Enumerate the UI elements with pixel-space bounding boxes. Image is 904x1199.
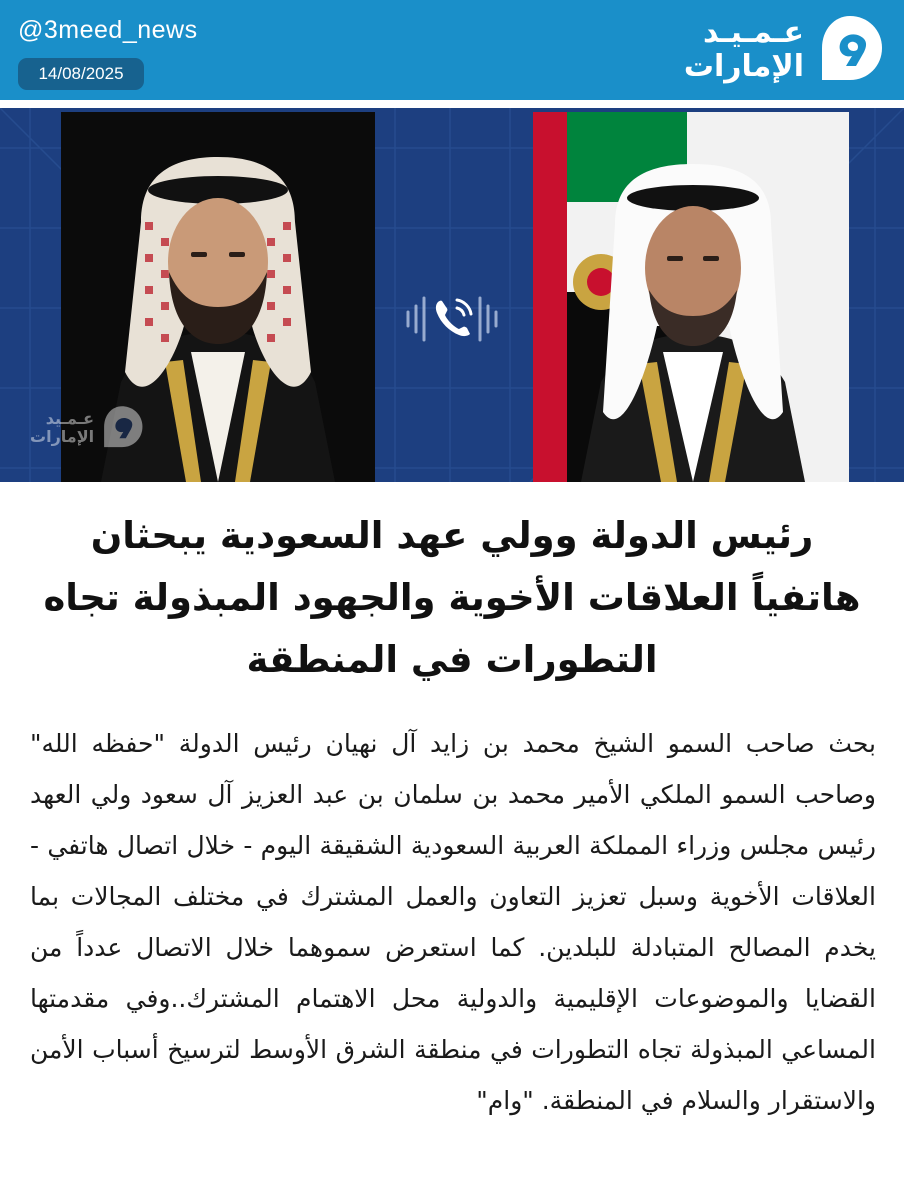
watermark-text — [30, 410, 94, 445]
brand-name-line2: الإمارات — [683, 49, 804, 84]
article-body: بحث صاحب السمو الشيخ محمد بن زايد آل نهيان رئيس الدولة "حفظه الله" وصاحب السمو الملكي الأمير محمد بن سلمان بن عبد العزيز آل سعود ولي العهد رئيس مجلس وزراء المملكة العربية السعودية الشقيقة اليوم - خلال اتصال هاتفي - العلاقات الأخوية وسبل تعزيز التعاون والعمل المشترك في مختلف المجالات بما يخدم المصالح المتبادلة للبلدين. كما استعرض سموهما خلال الاتصال عدداً من القضايا والموضوعات الإقليمية والدولية محل الاهتمام المشترك..وفي مقدمتها المساعي المبذولة تجاه التطورات في منطقة الشرق الأوسط لترسيخ أسباب الأمن والاستقرار والسلام في المنطقة. "وام" — [30, 729, 876, 1115]
brand-logo[interactable] — [684, 10, 884, 90]
watermark-logo-icon — [100, 405, 144, 451]
news-header — [0, 0, 904, 100]
phone-call-icon — [402, 286, 502, 352]
watermark-line1: عـمـيد — [45, 409, 95, 429]
brand-name — [683, 15, 804, 84]
account-handle[interactable]: @3meed_news — [18, 16, 198, 44]
article-headline: رئيس الدولة وولي عهد السعودية يبحثان هاتفياً العلاقات الأخوية والجهود المبذولة تجاه التطورات في المنطقة — [43, 514, 861, 681]
brand-logo-icon — [816, 14, 884, 86]
news-photo — [0, 108, 904, 482]
brand-name-line1: عـمـيـد — [703, 15, 804, 50]
watermark-line2: الإمارات — [30, 427, 95, 446]
date-badge: 14/08/2025 — [18, 58, 144, 90]
photo-watermark — [30, 398, 150, 458]
portrait-uae-president — [533, 112, 849, 482]
header-separator — [0, 100, 904, 108]
